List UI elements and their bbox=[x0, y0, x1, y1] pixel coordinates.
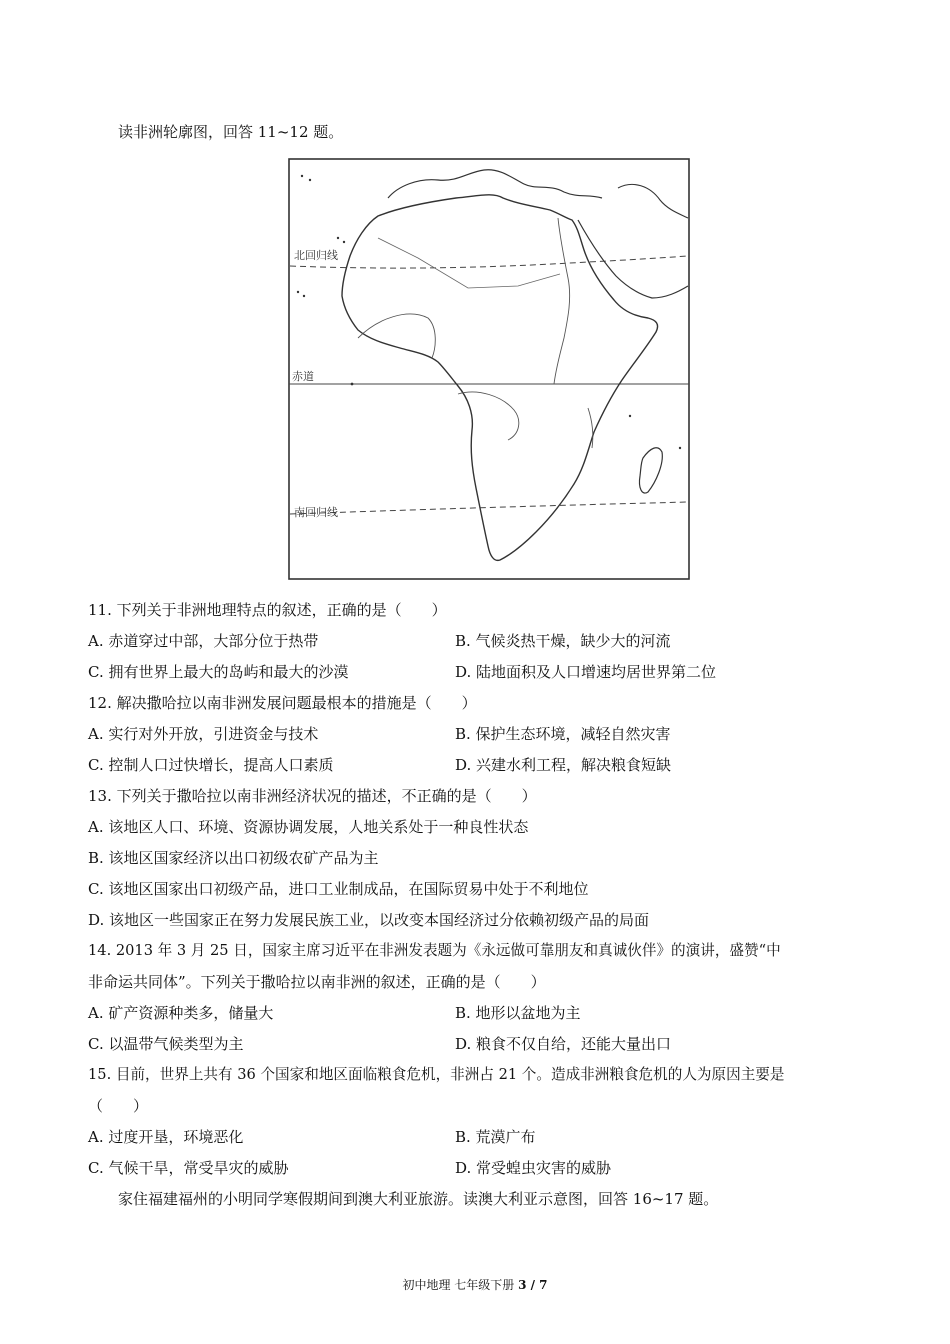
question-13-option-c: C. 该地区国家出口初级产品，进口工业制成品，在国际贸易中处于不利地位 bbox=[88, 880, 589, 898]
question-15-option-b: B. 荒漠广布 bbox=[455, 1128, 536, 1146]
island-dot bbox=[337, 237, 339, 239]
question-12-stem: 12. 解决撒哈拉以南非洲发展问题最根本的措施是（ ） bbox=[88, 694, 477, 712]
equator-label: 赤道 bbox=[292, 370, 314, 383]
tropic-of-cancer-label: 北回归线 bbox=[294, 249, 338, 262]
question-12-option-c: C. 控制人口过快增长，提高人口素质 bbox=[88, 756, 334, 774]
question-15-stem-line-1: 15. 目前，世界上共有 36 个国家和地区面临粮食危机，非洲占 21 个。造成非洲粮食危机的人为原因主要是 bbox=[88, 1066, 785, 1083]
map-intro: 读非洲轮廓图，回答 11~12 题。 bbox=[118, 123, 344, 141]
question-15-option-d: D. 常受蝗虫灾害的威胁 bbox=[455, 1159, 612, 1177]
question-12-option-d: D. 兴建水利工程，解决粮食短缺 bbox=[455, 756, 672, 774]
question-13-option-b: B. 该地区国家经济以出口初级农矿产品为主 bbox=[88, 849, 379, 867]
question-13-stem: 13. 下列关于撒哈拉以南非洲经济状况的描述，不正确的是（ ） bbox=[88, 787, 537, 805]
question-14-stem-line-1: 14. 2013 年 3 月 25 日，国家主席习近平在非洲发表题为《永远做可靠朋友和真诚伙伴》的演讲，盛赞“中 bbox=[88, 942, 781, 959]
page-footer bbox=[0, 1277, 950, 1293]
question-14-stem-line-2: 非命运共同体”。下列关于撒哈拉以南非洲的叙述，正确的是（ ） bbox=[88, 973, 546, 991]
island-dot bbox=[303, 295, 305, 297]
question-11-option-c: C. 拥有世界上最大的岛屿和最大的沙漠 bbox=[88, 663, 349, 681]
island-dot bbox=[351, 383, 354, 386]
question-12-option-a: A. 实行对外开放，引进资金与技术 bbox=[88, 725, 319, 743]
question-14-option-d: D. 粮食不仅自给，还能大量出口 bbox=[455, 1035, 672, 1053]
island-dot bbox=[679, 447, 681, 449]
question-11-option-a: A. 赤道穿过中部，大部分位于热带 bbox=[88, 632, 319, 650]
question-12-option-b: B. 保护生态环境，减轻自然灾害 bbox=[455, 725, 671, 743]
island-dot bbox=[629, 415, 631, 417]
australia-intro: 家住福建福州的小明同学寒假期间到澳大利亚旅游。读澳大利亚示意图，回答 16~17 题。 bbox=[118, 1190, 719, 1208]
question-13-option-d: D. 该地区一些国家正在努力发展民族工业，以改变本国经济过分依赖初级产品的局面 bbox=[88, 911, 650, 929]
question-15-option-a: A. 过度开垦，环境恶化 bbox=[88, 1128, 244, 1146]
africa-map-svg bbox=[288, 158, 690, 580]
question-14-option-a: A. 矿产资源种类多，储量大 bbox=[88, 1004, 274, 1022]
question-11-option-d: D. 陆地面积及人口增速均居世界第二位 bbox=[455, 663, 717, 681]
island-dot bbox=[343, 241, 345, 243]
page-number: 3 / 7 bbox=[518, 1278, 548, 1292]
tropic-of-capricorn-label: 南回归线 bbox=[294, 506, 338, 519]
question-15-stem-line-2: （ ） bbox=[88, 1097, 149, 1115]
question-13-option-a: A. 该地区人口、环境、资源协调发展，人地关系处于一种良性状态 bbox=[88, 818, 529, 836]
question-11-stem: 11. 下列关于非洲地理特点的叙述，正确的是（ ） bbox=[88, 601, 447, 619]
africa-outline-map bbox=[288, 158, 690, 580]
island-dot bbox=[297, 291, 299, 293]
island-dot bbox=[301, 175, 303, 177]
question-15-option-c: C. 气候干旱，常受旱灾的威胁 bbox=[88, 1159, 289, 1177]
island-dot bbox=[309, 179, 311, 181]
question-11-option-b: B. 气候炎热干燥，缺少大的河流 bbox=[455, 632, 671, 650]
footer-text: 初中地理 七年级下册 bbox=[402, 1278, 519, 1292]
question-14-option-c: C. 以温带气候类型为主 bbox=[88, 1035, 244, 1053]
question-14-option-b: B. 地形以盆地为主 bbox=[455, 1004, 581, 1022]
